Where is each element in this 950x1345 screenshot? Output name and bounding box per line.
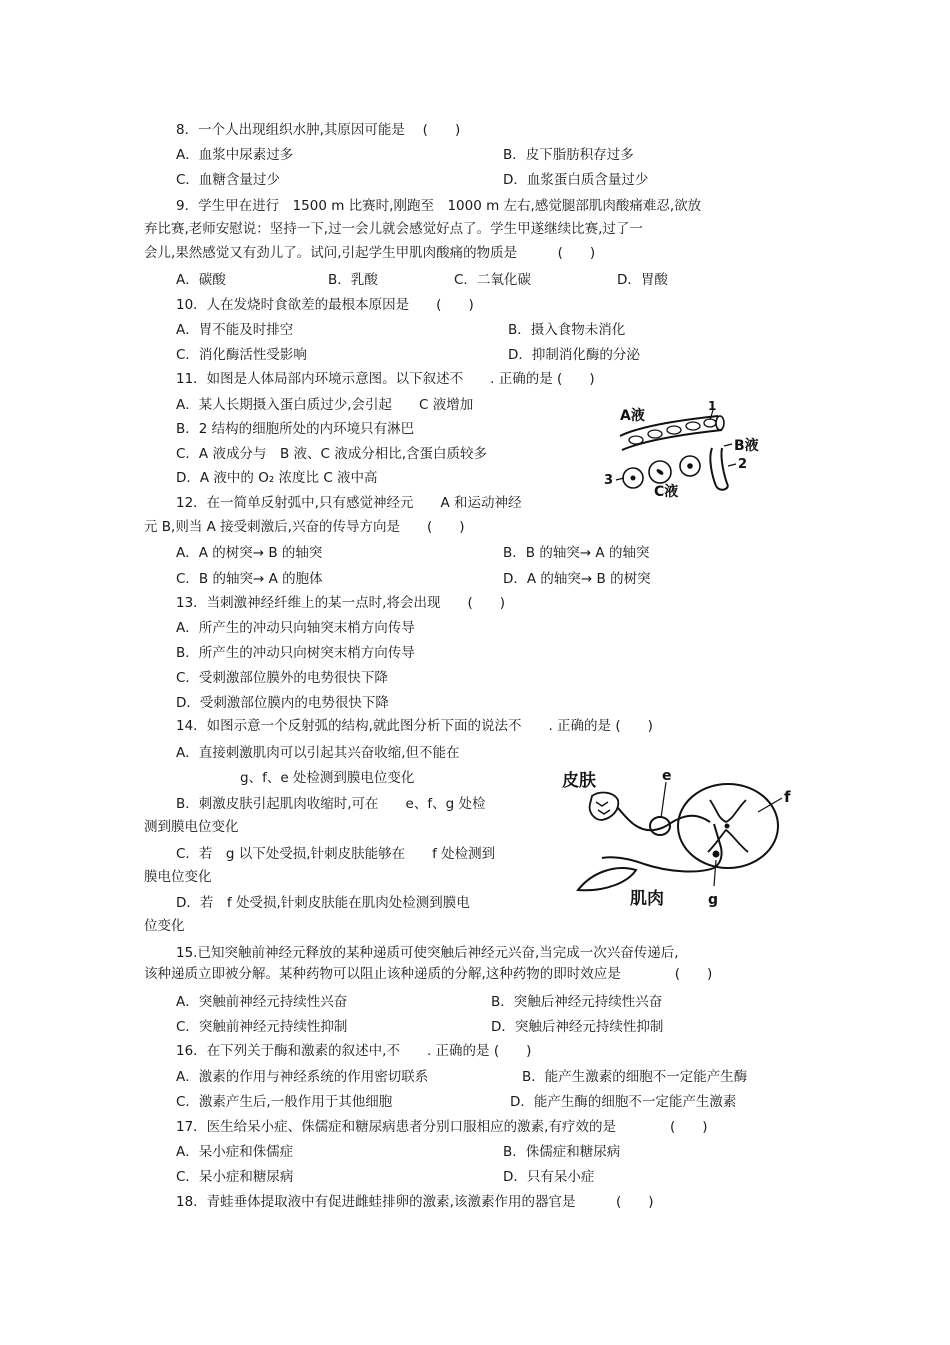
q10-stem: 10．人在发烧时食欲差的最根本原因是 ( ) [176,297,474,313]
q13-option-b: B．所产生的冲动只向树突末梢方向传导 [176,645,415,661]
q9-stem-line2: 弃比赛,老师安慰说：坚持一下,过一会儿就会感觉好点了。学生甲遂继续比赛,过了一 [144,221,643,237]
q15-option-c: C．突触前神经元持续性抑制 [176,1019,348,1035]
q11-option-a: A．某人长期摄入蛋白质过少,会引起 C 液增加 [176,397,474,413]
q16-option-d: D．能产生酶的细胞不一定能产生激素 [510,1094,737,1110]
q8-option-c: C．血糖含量过少 [176,172,280,188]
q15-stem-line2: 该种递质立即被分解。某种药物可以阻止该种递质的分解,这种药物的即时效应是 ( ) [144,966,713,982]
q14-label-g: g [708,892,719,908]
q13-option-d: D．受刺激部位膜内的电势很快下降 [176,695,389,711]
q14-label-e: e [662,768,672,784]
q14-reflex-arc-figure [558,760,798,915]
q8-option-b: B．皮下脂肪积存过多 [503,147,634,163]
q16-stem: 16．在下列关于酶和激素的叙述中,不 . 正确的是 ( ) [176,1043,532,1059]
q12-option-a: A．A 的树突→ B 的轴突 [176,545,323,561]
q9-stem-line1: 9．学生甲在进行 1500 m 比赛时,刚跑至 1000 m 左右,感觉腿部肌肉酸痛难忍,欲放 [176,198,702,214]
q14-option-c-line2: 膜电位变化 [144,869,212,885]
q9-option-a: A．碳酸 [176,272,226,288]
q18-stem: 18．青蛙垂体提取液中有促进雌蛙排卵的激素,该激素作用的器官是 ( ) [176,1194,654,1210]
q15-option-a: A．突触前神经元持续性兴奋 [176,994,348,1010]
q11-label-3: 3 [604,473,614,488]
q12-option-c: C．B 的轴突→ A 的胞体 [176,571,323,587]
q14-stem: 14．如图示意一个反射弧的结构,就此图分析下面的说法不 . 正确的是 ( ) [176,718,653,734]
q14-label-f: f [784,788,791,806]
q13-option-a: A．所产生的冲动只向轴突末梢方向传导 [176,620,415,636]
q17-option-b: B．侏儒症和糖尿病 [503,1144,621,1160]
q14-label-muscle: 肌肉 [630,889,664,909]
q14-option-b-line2: 测到膜电位变化 [144,819,239,835]
q15-option-d: D．突触后神经元持续性抑制 [491,1019,664,1035]
q13-stem: 13．当刺激神经纤维上的某一点时,将会出现 ( ) [176,595,506,611]
q9-option-d: D．胃酸 [617,272,668,288]
q9-option-b: B．乳酸 [328,272,378,288]
q15-option-b: B．突触后神经元持续性兴奋 [491,994,663,1010]
q9-option-c: C．二氧化碳 [454,272,531,288]
q12-stem-line1: 12．在一简单反射弧中,只有感觉神经元 A 和运动神经 [176,495,522,511]
q8-option-a: A．血浆中尿素过多 [176,147,294,163]
q10-option-d: D．抑制消化酶的分泌 [508,347,640,363]
q9-stem-line3: 会儿,果然感觉又有劲儿了。试问,引起学生甲肌肉酸痛的物质是 ( ) [144,245,596,261]
q10-option-c: C．消化酶活性受影响 [176,347,307,363]
q8-stem: 8．一个人出现组织水肿,其原因可能是 ( ) [176,122,461,138]
q11-label-b-liquid: B液 [734,438,759,454]
q16-option-a: A．激素的作用与神经系统的作用密切联系 [176,1069,429,1085]
q11-label-2: 2 [738,457,748,472]
q12-option-b: B．B 的轴突→ A 的轴突 [503,545,650,561]
q16-option-c: C．激素产生后,一般作用于其他细胞 [176,1094,393,1110]
q11-option-d: D．A 液中的 O₂ 浓度比 C 液中高 [176,470,378,486]
q17-option-d: D．只有呆小症 [503,1169,595,1185]
q17-option-c: C．呆小症和糖尿病 [176,1169,294,1185]
q12-stem-line2: 元 B,则当 A 接受刺激后,兴奋的传导方向是 ( ) [144,519,465,535]
q11-stem: 11．如图是人体局部内环境示意图。以下叙述不 . 正确的是 ( ) [176,371,595,387]
q14-option-c-line1: C．若 g 以下处受损,针刺皮肤能够在 f 处检测到 [176,846,496,862]
q15-stem-line1: 15.已知突触前神经元释放的某种递质可使突触后神经元兴奋,当完成一次兴奋传递后, [176,945,679,961]
q13-option-c: C．受刺激部位膜外的电势很快下降 [176,670,388,686]
q12-option-d: D．A 的轴突→ B 的树突 [503,571,651,587]
q11-label-1: 1 [708,399,717,413]
q14-label-skin: 皮肤 [562,771,596,791]
q16-option-b: B．能产生激素的细胞不一定能产生酶 [522,1069,748,1085]
q11-option-b: B．2 结构的细胞所处的内环境只有淋巴 [176,421,415,437]
q11-label-a-liquid: A液 [620,408,645,424]
q14-option-d-line2: 位变化 [144,918,185,934]
q14-option-b-line1: B．刺激皮肤引起肌肉收缩时,可在 e、f、g 处检 [176,796,486,812]
q11-internal-environment-figure [600,398,780,500]
q17-stem: 17．医生给呆小症、侏儒症和糖尿病患者分别口服相应的激素,有疗效的是 ( ) [176,1119,708,1135]
q10-option-a: A．胃不能及时排空 [176,322,294,338]
q11-option-c: C．A 液成分与 B 液、C 液成分相比,含蛋白质较多 [176,446,488,462]
q14-option-a-line2: g、f、e 处检测到膜电位变化 [240,770,415,786]
q8-option-d: D．血浆蛋白质含量过少 [503,172,649,188]
q17-option-a: A．呆小症和侏儒症 [176,1144,294,1160]
q11-label-c-liquid: C液 [654,484,679,500]
q14-option-d-line1: D．若 f 处受损,针刺皮肤能在肌肉处检测到膜电 [176,895,470,911]
q14-option-a-line1: A．直接刺激肌肉可以引起其兴奋收缩,但不能在 [176,745,460,761]
q10-option-b: B．摄入食物未消化 [508,322,626,338]
